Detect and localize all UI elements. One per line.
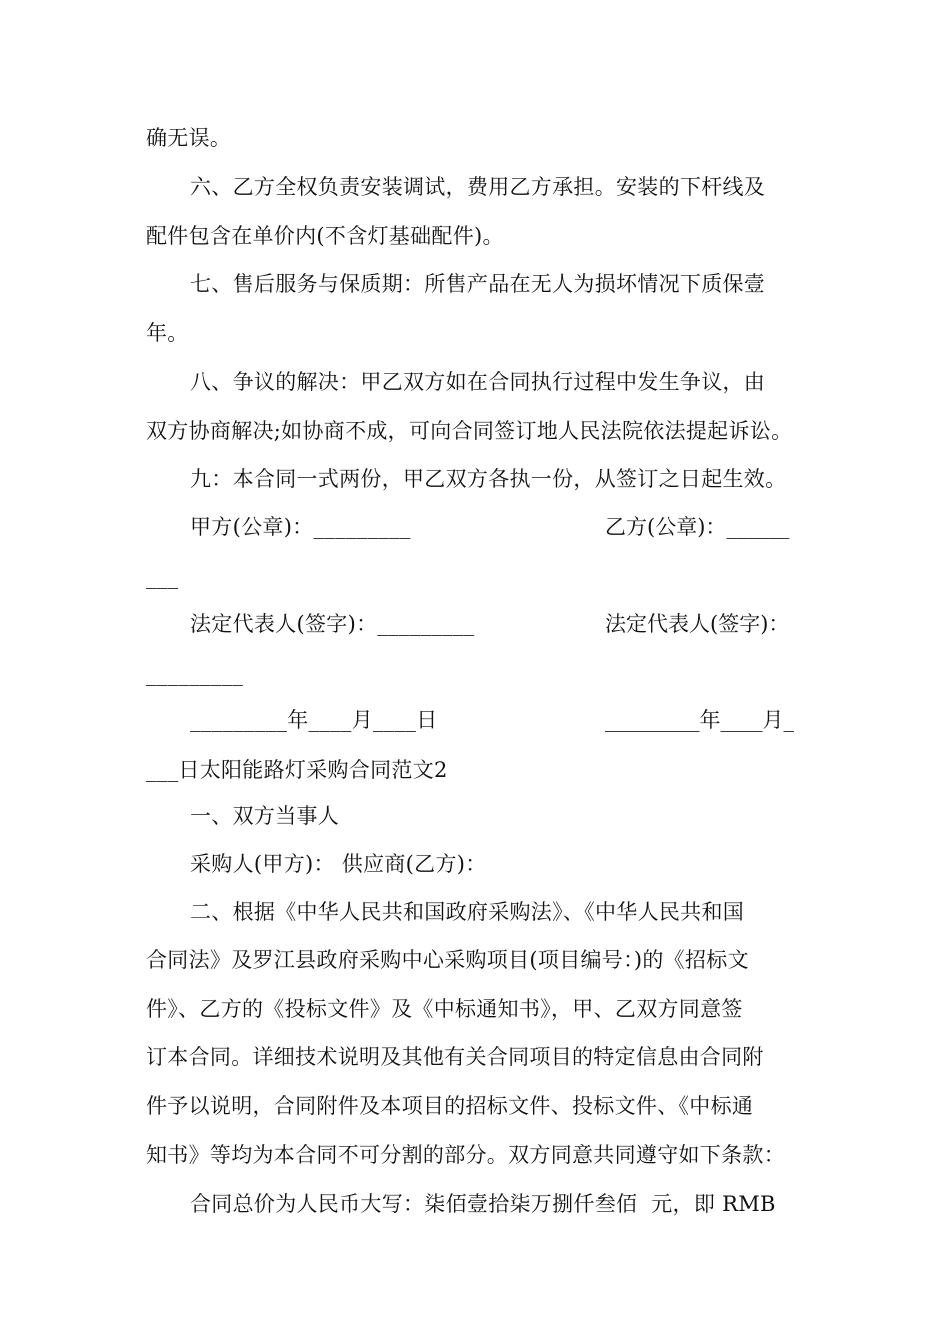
date-b-cont: ___日太阳能路灯采购合同范文2 [146, 758, 448, 782]
text-line: 八、争议的解决：甲乙双方如在合同执行过程中发生争议，由 [190, 370, 766, 394]
text-line: 确无误。 [146, 126, 232, 150]
text-line: 件予以说明，合同附件及本项目的招标文件、投标文件、《中标通 [146, 1094, 754, 1118]
rep-b-cont: _________ [146, 662, 244, 686]
text-line: 七、售后服务与保质期：所售产品在无人为损坏情况下质保壹 [190, 272, 766, 296]
text-line: 配件包含在单价内(不含灯基础配件)。 [146, 224, 504, 248]
text-line: 九：本合同一式两份，甲乙双方各执一份，从签订之日起生效。 [190, 467, 787, 491]
text-line: 年。 [146, 321, 189, 345]
rep-a: 法定代表人(签字)：_________ [190, 612, 475, 636]
text-line: 合同总价为人民币大写：柒佰壹拾柒万捌仟叁佰 元，即 RMB [190, 1192, 776, 1216]
text-line: 件》、乙方的《投标文件》及《中标通知书》，甲、乙双方同意签 [146, 997, 743, 1021]
text-line: 订本合同。详细技术说明及其他有关合同项目的特定信息由合同附 [146, 1045, 764, 1069]
party-a-seal: 甲方(公章)：_________ [190, 515, 411, 539]
text-line: 知书》等均为本合同不可分割的部分。双方同意共同遵守如下条款： [146, 1143, 785, 1167]
text-line: 双方协商解决;如协商不成，可向合同签订地人民法院依法提起诉讼。 [146, 419, 793, 443]
party-b-seal: 乙方(公章)：______ [605, 515, 790, 539]
text-line: 六、乙方全权负责安装调试，费用乙方承担。安装的下杆线及 [190, 175, 766, 199]
text-line: 采购人(甲方)： 供应商(乙方)： [190, 852, 487, 876]
date-b: _________年____月_ [605, 708, 794, 732]
rep-b: 法定代表人(签字)： [605, 612, 790, 636]
text-line: 二、根据《中华人民共和国政府采购法》、《中华人民共和国 [190, 900, 745, 924]
text-line: 一、双方当事人 [190, 804, 340, 828]
text-line: 合同法》及罗江县政府采购中心采购项目(项目编号：)的《招标文 [146, 948, 749, 972]
date-a: _________年____月____日 [190, 708, 438, 732]
party-b-seal-cont: ___ [146, 565, 179, 589]
